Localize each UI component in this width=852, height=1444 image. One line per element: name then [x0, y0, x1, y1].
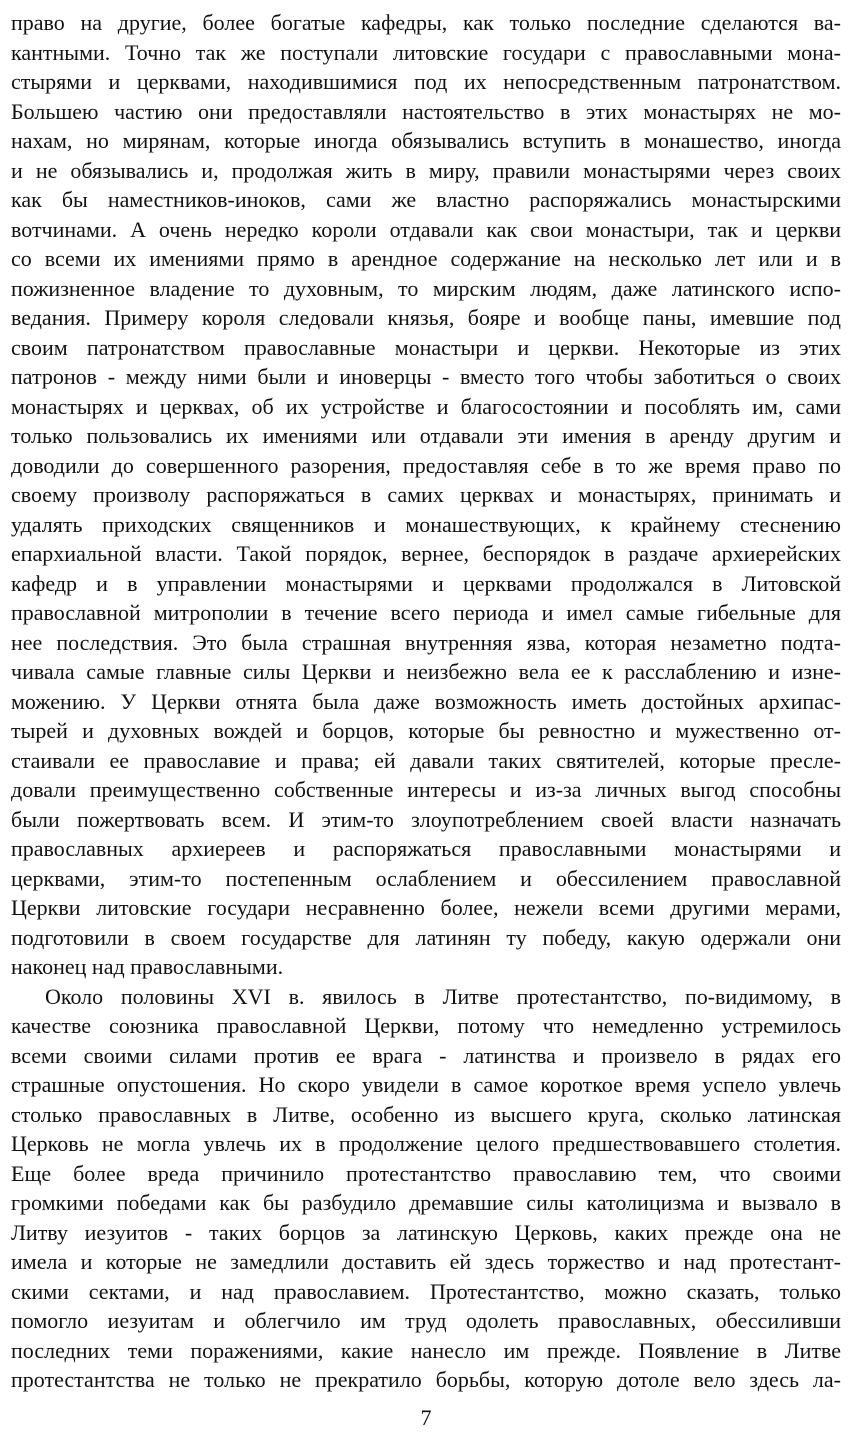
text-line: доводили до совершенного разорения, предоставляя себе в то же время право по — [11, 452, 841, 478]
text-line: только пользовались их имениями или отдавали эти имения в аренду другим и — [11, 423, 841, 448]
text-line: подготовили в своем государстве для латинян ту победу, какую одержали они — [11, 924, 841, 950]
text-line: кантными. Точно так же поступали литовские государи с православными мона- — [11, 39, 841, 65]
paragraph-first-line: Около половины XVI в. явилось в Литве протестантство, по-видимому, в — [45, 983, 841, 1009]
text-line: тырей и духовных вождей и борцов, которые бы ревностно и мужественно от- — [11, 718, 841, 743]
text-line: епархиальной власти. Такой порядок, вернее, беспорядок в раздаче архиерейских — [11, 541, 841, 566]
text-line: и не обязывались и, продолжая жить в миру, правили монастырями через своих — [11, 157, 841, 183]
text-line: Большею частию они предоставляли настоятельство в этих монастырях не мо- — [11, 98, 841, 124]
text-line: удалять приходских священников и монашествующих, к крайнему стеснению — [11, 511, 841, 537]
text-line: были пожертвовать всем. И этим-то злоупотреблением своей власти назначать — [11, 806, 841, 832]
text-line: церквами, этим-то постепенным ослаблением и обессилением православной — [11, 865, 841, 891]
text-line: Еще более вреда причинило протестантство православию тем, что своими — [11, 1160, 841, 1186]
text-line: своему произволу распоряжаться в самих церквах и монастырях, принимать и — [11, 482, 841, 507]
text-line: страшные опустошения. Но скоро увидели в самое короткое время успело увлечь — [11, 1072, 841, 1097]
text-line: своим патронатством православные монастыри и церкви. Некоторые из этих — [11, 334, 841, 360]
text-line: скими сектами, и над православием. Протестантство, можно сказать, только — [11, 1278, 841, 1304]
text-line: можению. У Церкви отнята была даже возможность иметь достойных архипас- — [11, 688, 841, 714]
text-line: Литву иезуитов - таких борцов за латинскую Церковь, каких прежде она не — [11, 1219, 841, 1245]
text-line: всеми своими силами против ее врага - латинства и произвело в рядах его — [11, 1042, 841, 1068]
text-line: столько православных в Литве, особенно из высшего круга, сколько латинская — [11, 1101, 841, 1127]
text-line: протестантства не только не прекратило борьбы, которую дотоле вело здесь ла- — [11, 1367, 841, 1392]
text-line: стырями и церквами, находившимися под их непосредственным патронатством. — [11, 69, 841, 94]
text-line: вотчинами. А очень нередко короли отдавали как свои монастыри, так и церкви — [11, 216, 841, 242]
text-line: Церкви литовские государи несравненно более, нежели всеми другими мерами, — [11, 895, 841, 920]
text-line: пожизненное владение то духовным, то мирским людям, даже латинского испо- — [11, 275, 841, 301]
text-line: помогло иезуитам и облегчило им труд одолеть православных, обессиливши — [11, 1308, 841, 1333]
text-line: громкими победами как бы разбудило дремавшие силы католицизма и вызвало в — [11, 1190, 841, 1215]
text-line: довали преимущественно собственные интересы и из-за личных выгод способны — [11, 777, 841, 802]
text-line: имела и которые не замедлили доставить ей здесь торжество и над протестант- — [11, 1249, 841, 1274]
text-line: как бы наместников-иноков, сами же властно распоряжались монастырскими — [11, 187, 841, 212]
text-line: кафедр и в управлении монастырями и церквами продолжался в Литовской — [11, 570, 841, 596]
page-body — [11, 8, 841, 1395]
text-line: монастырях и церквах, об их устройстве и благосостоянии и пособлять им, сами — [11, 393, 841, 419]
text-line: православных архиереев и распоряжаться православными монастырями и — [11, 836, 841, 861]
text-line: патронов - между ними были и иноверцы - вместо того чтобы заботиться о своих — [11, 364, 841, 389]
text-line: православной митрополии в течение всего периода и имел самые гибельные для — [11, 600, 841, 625]
text-line: качестве союзника православной Церкви, потому что немедленно устремилось — [11, 1013, 841, 1038]
text-line: чивала самые главные силы Церкви и неизбежно вела ее к расслаблению и изне- — [11, 659, 841, 684]
text-line: стаивали ее православие и права; ей давали таких святителей, которые пресле- — [11, 747, 841, 773]
text-line: ведания. Примеру короля следовали князья, бояре и вообще паны, имевшие под — [11, 305, 841, 330]
text-line: наконец над православными. — [11, 954, 284, 979]
text-line: со всеми их имениями прямо в арендное содержание на несколько лет или и в — [11, 246, 841, 271]
text-line: последних теми поражениями, какие нанесло им прежде. Появление в Литве — [11, 1337, 841, 1363]
text-line: Церковь не могла увлечь их в продолжение целого предшествовавшего столетия. — [11, 1131, 841, 1156]
text-line: нее последствия. Это была страшная внутренняя язва, которая незаметно подта- — [11, 629, 841, 655]
text-line: нахам, но мирянам, которые иногда обязывались вступить в монашество, иногда — [11, 128, 841, 153]
text-line: право на другие, более богатые кафедры, как только последние сделаются ва- — [11, 10, 841, 35]
page-number: 7 — [420, 1405, 432, 1430]
